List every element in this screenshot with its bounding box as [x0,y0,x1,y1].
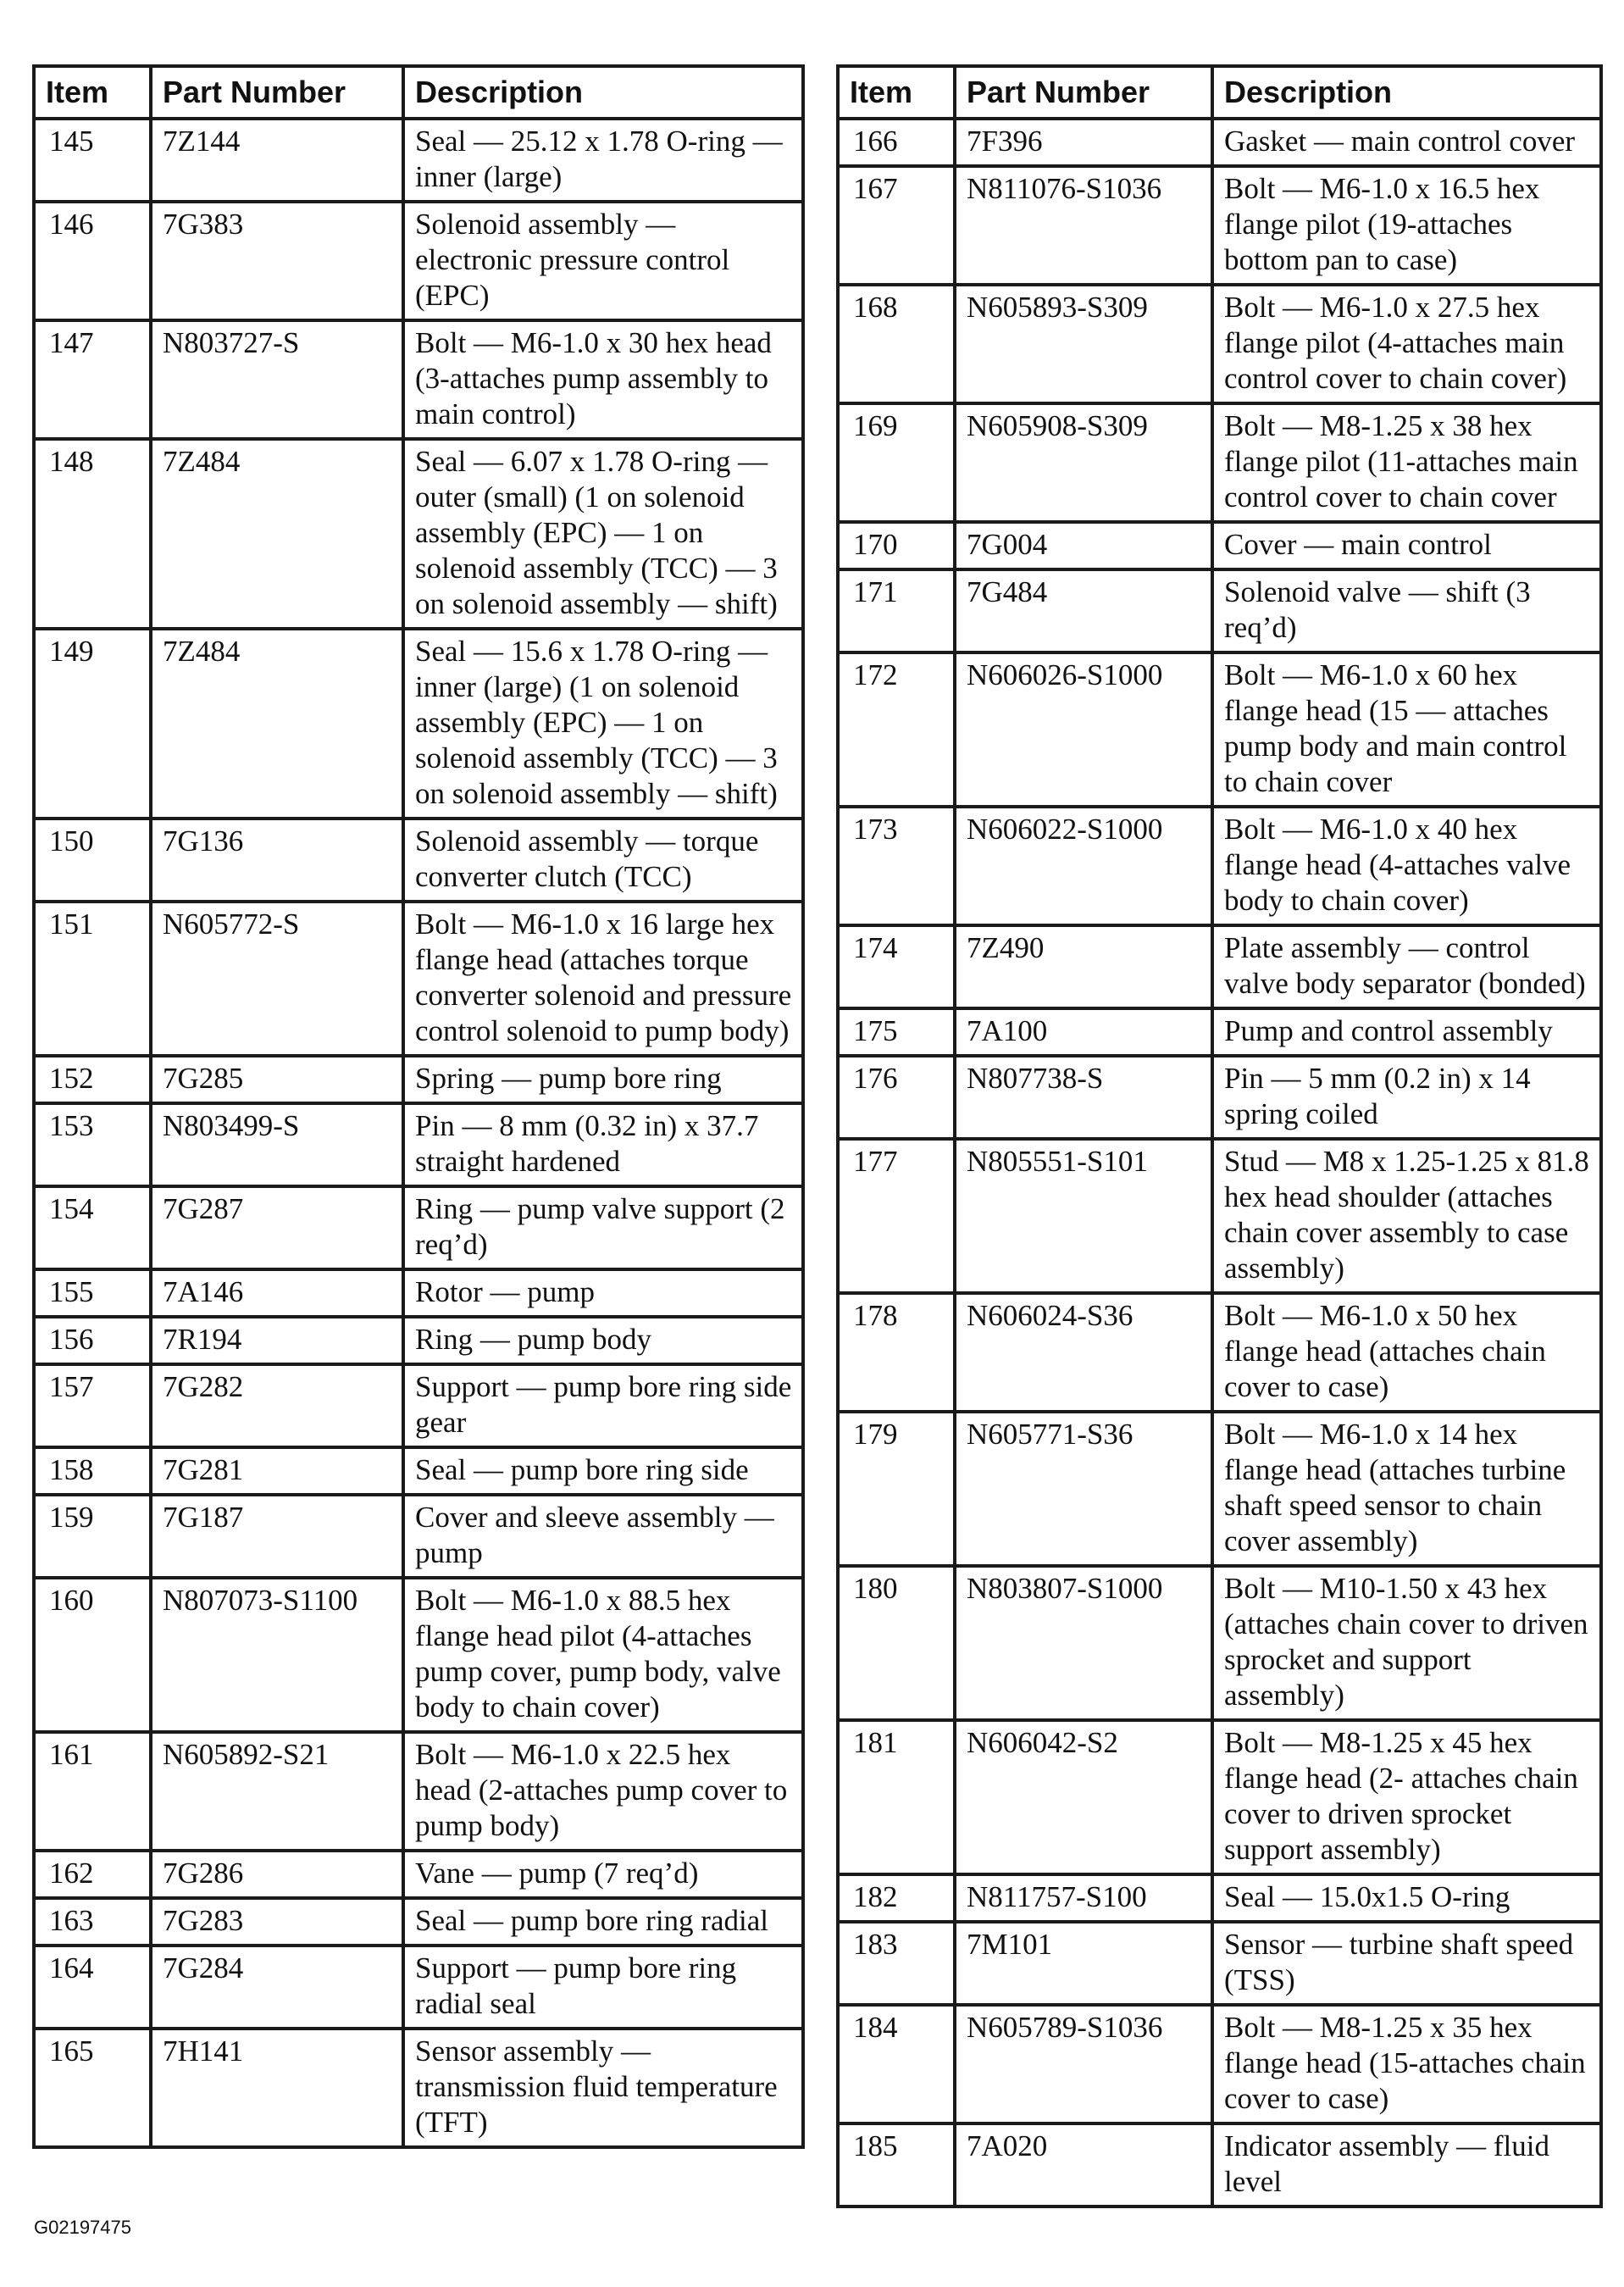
part-number-cell: 7M101 [955,1922,1212,2005]
item-cell: 171 [838,569,955,652]
description-cell: Bolt — M6-1.0 x 16.5 hex flange pilot (19-attaches bottom pan to case) [1212,166,1601,285]
part-number-cell: 7Z484 [151,629,403,819]
description-cell: Seal — 15.6 x 1.78 O-ring — inner (large) (1 on solenoid assembly (EPC) — 1 on solenoid assembly (TCC) — 3 on solenoid assembly — shift) [403,629,803,819]
part-number-cell: 7G285 [151,1056,403,1103]
parts-table-right [836,64,1603,2208]
table-row [838,1566,1601,1720]
column-header-part-number: Part Number [955,66,1212,119]
table-row [34,1732,803,1851]
item-cell: 167 [838,166,955,285]
description-cell: Bolt — M6-1.0 x 14 hex flange head (attaches turbine shaft speed sensor to chain cover assembly) [1212,1412,1601,1566]
part-number-cell: 7F396 [955,119,1212,166]
table-row [34,1946,803,2029]
table-row [838,2005,1601,2123]
part-number-cell: N803807-S1000 [955,1566,1212,1720]
description-cell: Vane — pump (7 req’d) [403,1851,803,1898]
description-cell: Spring — pump bore ring [403,1056,803,1103]
part-number-cell: N606042-S2 [955,1720,1212,1874]
description-cell: Bolt — M6-1.0 x 40 hex flange head (4-attaches valve body to chain cover) [1212,807,1601,925]
item-cell: 164 [34,1946,151,2029]
item-cell: 183 [838,1922,955,2005]
item-cell: 177 [838,1139,955,1293]
table-row [838,1720,1601,1874]
table-row [34,1364,803,1447]
part-number-cell: 7G281 [151,1447,403,1495]
item-cell: 149 [34,629,151,819]
item-cell: 156 [34,1317,151,1364]
part-number-cell: N805551-S101 [955,1139,1212,1293]
description-cell: Bolt — M6-1.0 x 88.5 hex flange head pilot (4-attaches pump cover, pump body, valve body to chain cover) [403,1578,803,1732]
part-number-cell: N811757-S100 [955,1874,1212,1922]
description-cell: Sensor — turbine shaft speed (TSS) [1212,1922,1601,2005]
item-cell: 170 [838,522,955,569]
part-number-cell: N807073-S1100 [151,1578,403,1732]
item-cell: 182 [838,1874,955,1922]
item-cell: 153 [34,1103,151,1186]
description-cell: Ring — pump body [403,1317,803,1364]
table-row [838,522,1601,569]
item-cell: 154 [34,1186,151,1269]
table-row [34,1056,803,1103]
part-number-cell: 7A100 [955,1008,1212,1056]
item-cell: 147 [34,320,151,439]
part-number-cell: 7A020 [955,2123,1212,2207]
item-cell: 148 [34,439,151,629]
description-cell: Gasket — main control cover [1212,119,1601,166]
description-cell: Seal — 15.0x1.5 O-ring [1212,1874,1601,1922]
table-row [838,569,1601,652]
table-row [34,1269,803,1317]
table-row [34,202,803,320]
item-cell: 163 [34,1898,151,1946]
table-row [34,902,803,1056]
description-cell: Bolt — M8-1.25 x 38 hex flange pilot (11-attaches main control cover to chain cover [1212,403,1601,522]
description-cell: Bolt — M6-1.0 x 16 large hex flange head (attaches torque converter solenoid and pressure control solenoid to pump body) [403,902,803,1056]
item-cell: 165 [34,2029,151,2147]
table-row [838,1293,1601,1412]
item-cell: 157 [34,1364,151,1447]
part-number-cell: N605892-S21 [151,1732,403,1851]
part-number-cell: N605771-S36 [955,1412,1212,1566]
part-number-cell: 7G484 [955,569,1212,652]
table-row [838,285,1601,403]
item-cell: 180 [838,1566,955,1720]
table-header-row [838,66,1601,119]
part-number-cell: 7G286 [151,1851,403,1898]
table-row [34,629,803,819]
table-row [838,1008,1601,1056]
table-header-row [34,66,803,119]
part-number-cell: 7G282 [151,1364,403,1447]
description-cell: Bolt — M6-1.0 x 22.5 hex head (2-attaches pump cover to pump body) [403,1732,803,1851]
part-number-cell: N606026-S1000 [955,652,1212,807]
item-cell: 159 [34,1495,151,1578]
item-cell: 150 [34,819,151,902]
description-cell: Bolt — M6-1.0 x 27.5 hex flange pilot (4-attaches main control cover to chain cover) [1212,285,1601,403]
description-cell: Solenoid valve — shift (3 req’d) [1212,569,1601,652]
description-cell: Bolt — M8-1.25 x 45 hex flange head (2- attaches chain cover to driven sprocket support assembly) [1212,1720,1601,1874]
item-cell: 161 [34,1732,151,1851]
description-cell: Seal — 25.12 x 1.78 O-ring — inner (large) [403,119,803,202]
description-cell: Seal — pump bore ring radial [403,1898,803,1946]
item-cell: 176 [838,1056,955,1139]
table-row [838,403,1601,522]
item-cell: 160 [34,1578,151,1732]
part-number-cell: N606022-S1000 [955,807,1212,925]
table-row [34,819,803,902]
column-header-item: Item [34,66,151,119]
column-header-part-number: Part Number [151,66,403,119]
part-number-cell: 7G287 [151,1186,403,1269]
table-row [34,2029,803,2147]
table-row [838,807,1601,925]
table-row [34,1186,803,1269]
item-cell: 172 [838,652,955,807]
item-cell: 168 [838,285,955,403]
table-row [838,119,1601,166]
part-number-cell: 7G136 [151,819,403,902]
item-cell: 178 [838,1293,955,1412]
item-cell: 146 [34,202,151,320]
part-number-cell: 7Z490 [955,925,1212,1008]
part-number-cell: N605789-S1036 [955,2005,1212,2123]
description-cell: Plate assembly — control valve body separator (bonded) [1212,925,1601,1008]
part-number-cell: N811076-S1036 [955,166,1212,285]
description-cell: Indicator assembly — fluid level [1212,2123,1601,2207]
part-number-cell: 7G187 [151,1495,403,1578]
figure-id: G02197475 [34,2217,131,2238]
item-cell: 185 [838,2123,955,2207]
part-number-cell: N605893-S309 [955,285,1212,403]
table-row [34,119,803,202]
description-cell: Pin — 5 mm (0.2 in) x 14 spring coiled [1212,1056,1601,1139]
table-row [838,2123,1601,2207]
item-cell: 162 [34,1851,151,1898]
table-row [838,652,1601,807]
item-cell: 184 [838,2005,955,2123]
table-row [34,1447,803,1495]
column-header-item: Item [838,66,955,119]
item-cell: 175 [838,1008,955,1056]
table-row [838,1874,1601,1922]
table-row [838,1922,1601,2005]
part-number-cell: 7R194 [151,1317,403,1364]
item-cell: 155 [34,1269,151,1317]
description-cell: Bolt — M6-1.0 x 50 hex flange head (attaches chain cover to case) [1212,1293,1601,1412]
parts-table-left [32,64,805,2149]
part-number-cell: 7G383 [151,202,403,320]
item-cell: 151 [34,902,151,1056]
description-cell: Pin — 8 mm (0.32 in) x 37.7 straight hardened [403,1103,803,1186]
table-row [34,1578,803,1732]
part-number-cell: 7G284 [151,1946,403,2029]
item-cell: 152 [34,1056,151,1103]
description-cell: Support — pump bore ring radial seal [403,1946,803,2029]
description-cell: Bolt — M8-1.25 x 35 hex flange head (15-attaches chain cover to case) [1212,2005,1601,2123]
part-number-cell: N606024-S36 [955,1293,1212,1412]
item-cell: 166 [838,119,955,166]
part-number-cell: 7A146 [151,1269,403,1317]
table-row [34,1851,803,1898]
part-number-cell: 7H141 [151,2029,403,2147]
table-row [838,1139,1601,1293]
part-number-cell: N605772-S [151,902,403,1056]
table-row [838,925,1601,1008]
table-row [34,1317,803,1364]
table-row [838,166,1601,285]
item-cell: 174 [838,925,955,1008]
item-cell: 169 [838,403,955,522]
column-header-description: Description [403,66,803,119]
part-number-cell: N807738-S [955,1056,1212,1139]
table-row [34,1898,803,1946]
description-cell: Ring — pump valve support (2 req’d) [403,1186,803,1269]
part-number-cell: N605908-S309 [955,403,1212,522]
description-cell: Solenoid assembly — electronic pressure control (EPC) [403,202,803,320]
table-row [838,1412,1601,1566]
description-cell: Sensor assembly — transmission fluid temperature (TFT) [403,2029,803,2147]
description-cell: Seal — pump bore ring side [403,1447,803,1495]
description-cell: Solenoid assembly — torque converter clutch (TCC) [403,819,803,902]
item-cell: 179 [838,1412,955,1566]
description-cell: Cover and sleeve assembly — pump [403,1495,803,1578]
description-cell: Cover — main control [1212,522,1601,569]
description-cell: Rotor — pump [403,1269,803,1317]
part-number-cell: 7G283 [151,1898,403,1946]
description-cell: Bolt — M10-1.50 x 43 hex (attaches chain cover to driven sprocket and support assembly) [1212,1566,1601,1720]
column-header-description: Description [1212,66,1601,119]
part-number-cell: 7G004 [955,522,1212,569]
table-row [34,1495,803,1578]
table-row [838,1056,1601,1139]
part-number-cell: 7Z144 [151,119,403,202]
description-cell: Support — pump bore ring side gear [403,1364,803,1447]
item-cell: 158 [34,1447,151,1495]
table-row [34,320,803,439]
part-number-cell: N803499-S [151,1103,403,1186]
item-cell: 173 [838,807,955,925]
description-cell: Stud — M8 x 1.25-1.25 x 81.8 hex head shoulder (attaches chain cover assembly to case assembly) [1212,1139,1601,1293]
table-row [34,439,803,629]
description-cell: Bolt — M6-1.0 x 30 hex head (3-attaches pump assembly to main control) [403,320,803,439]
part-number-cell: N803727-S [151,320,403,439]
item-cell: 181 [838,1720,955,1874]
description-cell: Pump and control assembly [1212,1008,1601,1056]
table-row [34,1103,803,1186]
item-cell: 145 [34,119,151,202]
description-cell: Bolt — M6-1.0 x 60 hex flange head (15 — attaches pump body and main control to chain cover [1212,652,1601,807]
description-cell: Seal — 6.07 x 1.78 O-ring — outer (small) (1 on solenoid assembly (EPC) — 1 on solenoid assembly (TCC) — 3 on solenoid assembly — shift) [403,439,803,629]
part-number-cell: 7Z484 [151,439,403,629]
